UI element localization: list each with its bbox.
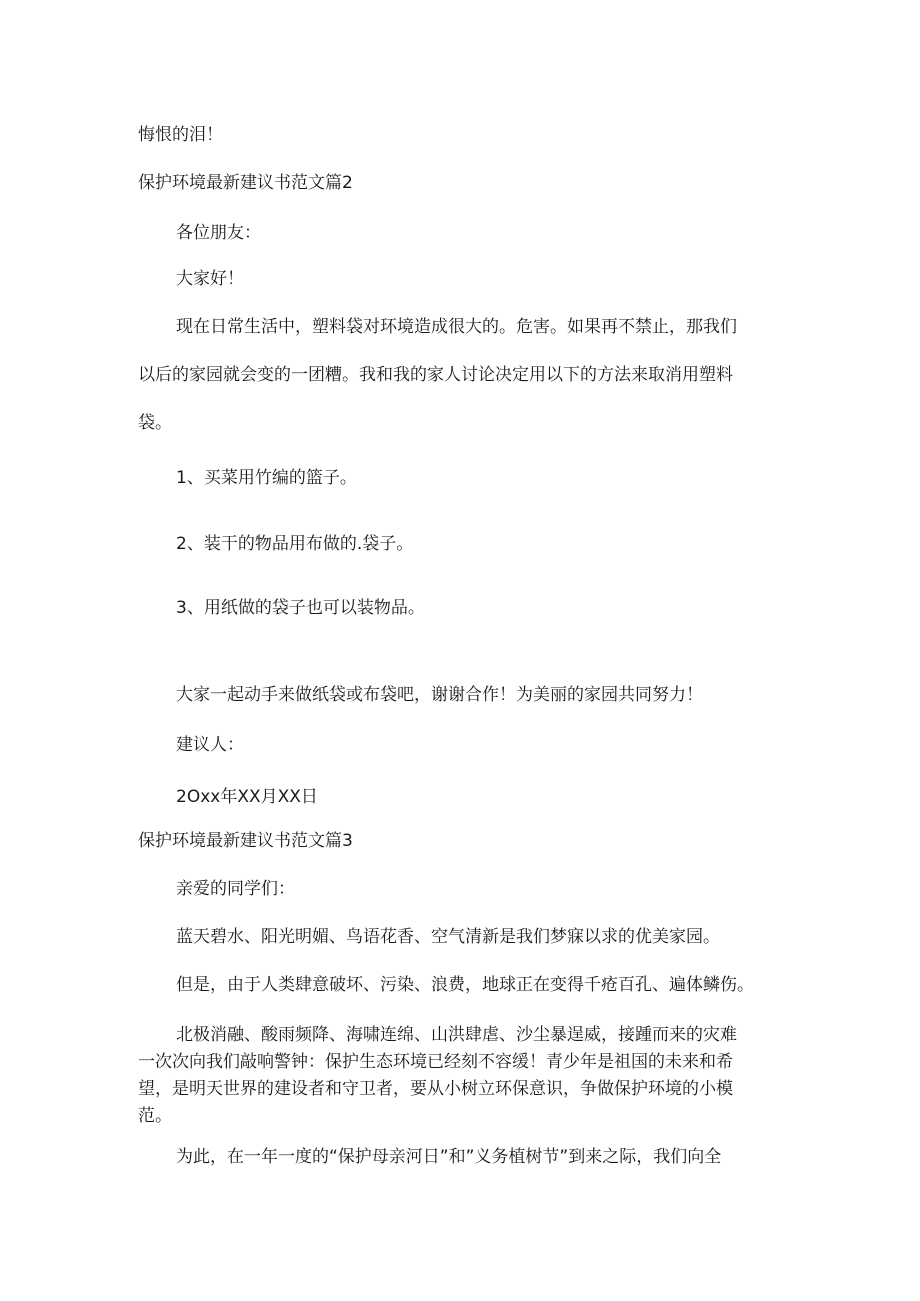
- section-heading: 保护环境最新建议书范文篇2: [138, 173, 353, 193]
- text-line: 悔恨的泪！: [138, 125, 223, 145]
- text-line: 大家好！: [176, 269, 244, 289]
- greeting: 各位朋友：: [176, 223, 261, 243]
- paragraph-line: 范。: [138, 1106, 172, 1126]
- paragraph-line: 但是，由于人类肆意破坏、污染、浪费，地球正在变得千疮百孔、遍体鳞伤。: [176, 975, 754, 995]
- section-heading: 保护环境最新建议书范文篇3: [138, 831, 353, 851]
- signature-label: 建议人：: [176, 735, 244, 755]
- paragraph-line: 一次次向我们敲响警钟：保护生态环境已经刻不容缓！青少年是祖国的未来和希: [138, 1052, 733, 1072]
- paragraph-line: 大家一起动手来做纸袋或布袋吧，谢谢合作！为美丽的家园共同努力！: [176, 685, 703, 705]
- list-item: 1、买菜用竹编的篮子。: [176, 468, 357, 488]
- paragraph-line: 袋。: [138, 413, 172, 433]
- date-line: 2Oxx年XX月XX日: [176, 787, 318, 807]
- paragraph-line: 现在日常生活中，塑料袋对环境造成很大的。危害。如果再不禁止，那我们: [176, 317, 737, 337]
- paragraph-line: 以后的家园就会变的一团糟。我和我的家人讨论决定用以下的方法来取消用塑料: [138, 365, 733, 385]
- paragraph-line: 蓝天碧水、阳光明媚、鸟语花香、空气清新是我们梦寐以求的优美家园。: [176, 927, 720, 947]
- paragraph-line: 望，是明天世界的建设者和守卫者，要从小树立环保意识，争做保护环境的小模: [138, 1079, 733, 1099]
- greeting: 亲爱的同学们：: [176, 879, 295, 899]
- list-item: 3、用纸做的袋子也可以装物品。: [176, 598, 425, 618]
- list-item: 2、装干的物品用布做的.袋子。: [176, 534, 414, 554]
- paragraph-line: 北极消融、酸雨频降、海啸连绵、山洪肆虐、沙尘暴逞威，接踵而来的灾难: [176, 1025, 737, 1045]
- paragraph-line: 为此，在一年一度的“保护母亲河日”和”义务植树节”到来之际，我们向全: [176, 1147, 722, 1167]
